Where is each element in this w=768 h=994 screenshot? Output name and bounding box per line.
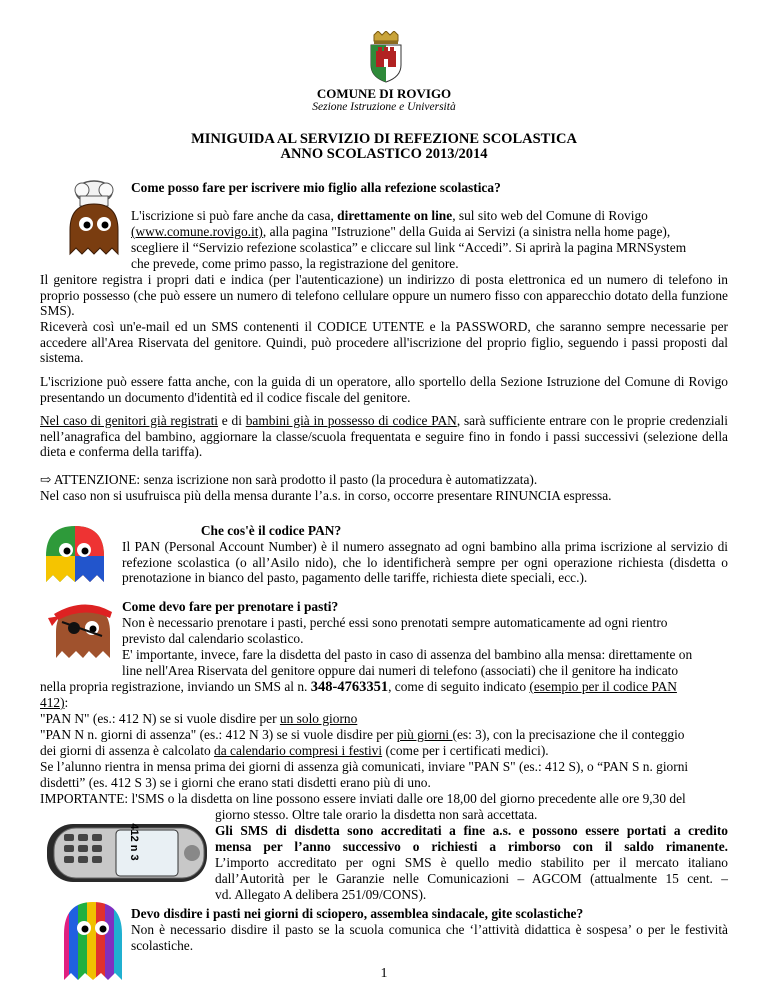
section1-intro-line2: (www.comune.rovigo.it), alla pagina "Istruzione" della Guida ai Servizi (a sinistra nella home page), (131, 224, 671, 239)
coat-of-arms-icon (366, 31, 406, 83)
section2-heading: Che cos'è il codice PAN? (200, 523, 342, 538)
section1-intro-line4: che prevede, come primo passo, la registrazione del genitore. (131, 256, 459, 271)
sms-return-line1: Se l’alunno rientra in mensa prima dei giorni di assenza già comunicati, inviare "PAN S" (es.: 412 S), o “PAN S n. giorni (40, 759, 689, 774)
sms-format-note: dei giorni di assenza è calcolato da calendario compresi i festivi (come per i certificati medici). (40, 743, 549, 758)
pirate-mascot-icon (44, 596, 116, 660)
org-name: COMUNE DI ROVIGO (316, 86, 452, 101)
chef-mascot-icon (64, 180, 124, 258)
sms-number: 348-4763351 (310, 679, 389, 695)
sms-credit-line2: mensa per l’anno successivo o richiesti a rimborso con il saldo rimanente. (215, 839, 728, 854)
section1-paragraph-counter: L'iscrizione può essere fatta anche, con la guida di un operatore, allo sportello della Sezione Istruzione del Comune di Rovigo presentando un documento d'identità ed il codice fiscale del genitore. (40, 374, 728, 405)
section1-paragraph-registration: Il genitore registra i propri dati e indica (per l'autenticazione) un indirizzo di posta elettronica ed un numero di telefono in proprio possesso (che può essere un numero di telefono cellulare oppure un numero fisso con apparecchio dotato della funzione SMS). (40, 272, 728, 319)
phone-screen-text: 412 n 3 (128, 823, 140, 861)
attention-note: ⇨ ATTENZIONE: senza iscrizione non sarà prodotto il pasto (la procedura è automatizzata). (40, 472, 538, 487)
section3-heading: Come devo fare per prenotare i pasti? (122, 599, 339, 614)
page-title: MINIGUIDA AL SERVIZIO DI REFEZIONE SCOLASTICA (191, 131, 577, 147)
comune-website-link[interactable]: (www.comune.rovigo.it) (131, 224, 263, 239)
arrow-right-icon: ⇨ (40, 472, 52, 487)
section1-intro-line1: L'iscrizione si può fare anche da casa, direttamente on line, sul sito web del Comune di Rovigo (131, 208, 648, 223)
colorful-mascot-icon (42, 520, 108, 586)
section1-heading: Come posso fare per iscrivere mio figlio alla refezione scolastica? (131, 180, 501, 195)
section3-line1: Non è necessario prenotare i pasti, perché essi sono prenotati sempre automaticamente ad ogni rientro (122, 615, 668, 630)
sms-credit-line3: L’importo accreditato per ogni SMS è quello medio stabilito per il mercato italiano (215, 855, 728, 870)
section1-intro-line3: scegliere il “Servizio refezione scolastica” e cliccare sul link “Accedi”. Si aprirà la pagina MRNSystem (131, 240, 687, 255)
section4-heading: Devo disdire i pasti nei giorni di sciopero, assemblea sindacale, gite scolastiche? (131, 906, 584, 921)
section3-line3: E' importante, invece, fare la disdetta del pasto in caso di assenza del bambino alla mensa: direttamente on (122, 647, 693, 662)
department-name: Sezione Istruzione e Università (312, 101, 456, 113)
important-note-line1: IMPORTANTE: l'SMS o la disdetta on line possono essere inviati dalle ore 18,00 del giorno precedente alle ore 9,30 del (40, 791, 686, 806)
sms-credit-line1: Gli SMS di disdetta sono accreditati a fine a.s. e possono essere portati a credito (215, 823, 728, 838)
sms-credit-line4: dall’Autorità per le Garanzie nelle Comunicazioni – AGCOM (attualmente 15 cent. – (215, 871, 728, 886)
sms-format-multi-day: "PAN N n. giorni di assenza" (es.: 412 N 3) se si vuole disdire per più giorni (es: 3), con la precisazione che il conteggio (40, 727, 685, 742)
important-note-line2: giorno stesso. Oltre tale orario la disdetta non sarà accettata. (215, 807, 538, 822)
page-number: 1 (380, 966, 388, 981)
section3-line4: line nell'Area Riservata del genitore oppure dai numeri di telefono (associati) che il genitore ha indicato (122, 663, 679, 678)
section2-text: Il PAN (Personal Account Number) è il numero assegnato ad ogni bambino alla prima iscrizione al servizio di refezione scolastica (o all’Asilo nido), che lo identificherà sempre per ogni operazione richiesta (disdetta o prenotazione in bianco del pasto, pagamento delle tariffe, richiesta diete speciali, ecc.). (122, 539, 728, 586)
sms-format-single-day: "PAN N" (es.: 412 N) se si vuole disdire per un solo giorno (40, 711, 358, 726)
section1-paragraph-credentials: Riceverà così un'e-mail ed un SMS contenenti il CODICE UTENTE e la PASSWORD, che saranno sempre necessarie per accedere all'Area Riservata del genitore. Quindi, può procedere all'iscrizione del proprio figlio, seguendo i passi proposti dal sistema. (40, 319, 728, 366)
sms-return-line2: disdetti” (es. 412 S 3) se i giorni che erano stati disdetti erano più di uno. (40, 775, 431, 790)
renunciation-note: Nel caso non si usufruisca più della mensa durante l’a.s. in corso, occorre presentare RINUNCIA espressa. (40, 488, 612, 503)
section4-text: Non è necessario disdire il pasto se la scuola comunica che ‘l’attività didattica è sospesa’ o per le festività scolastiche. (131, 922, 728, 953)
page-subtitle: ANNO SCOLASTICO 2013/2014 (280, 146, 488, 162)
section3-line2: previsto dal calendario scolastico. (122, 631, 304, 646)
section3-sms-line: nella propria registrazione, inviando un SMS al n. 348-4763351, come di seguito indicato (esempio per il codice PAN (40, 679, 677, 695)
section1-paragraph-existing: Nel caso di genitori già registrati e di bambini già in possesso di codice PAN, sarà sufficiente entrare con le proprie credenziali nell’anagrafica del bambino, aggiornare la classe/scuola frequentata e seguire fino in fondo i passi successivi (selezione della dieta e conferma della tariffa). (40, 413, 728, 460)
sms-credit-line5: vd. Allegato A delibera 251/09/CONS). (215, 887, 427, 902)
section3-example-line: 412): (40, 695, 69, 710)
